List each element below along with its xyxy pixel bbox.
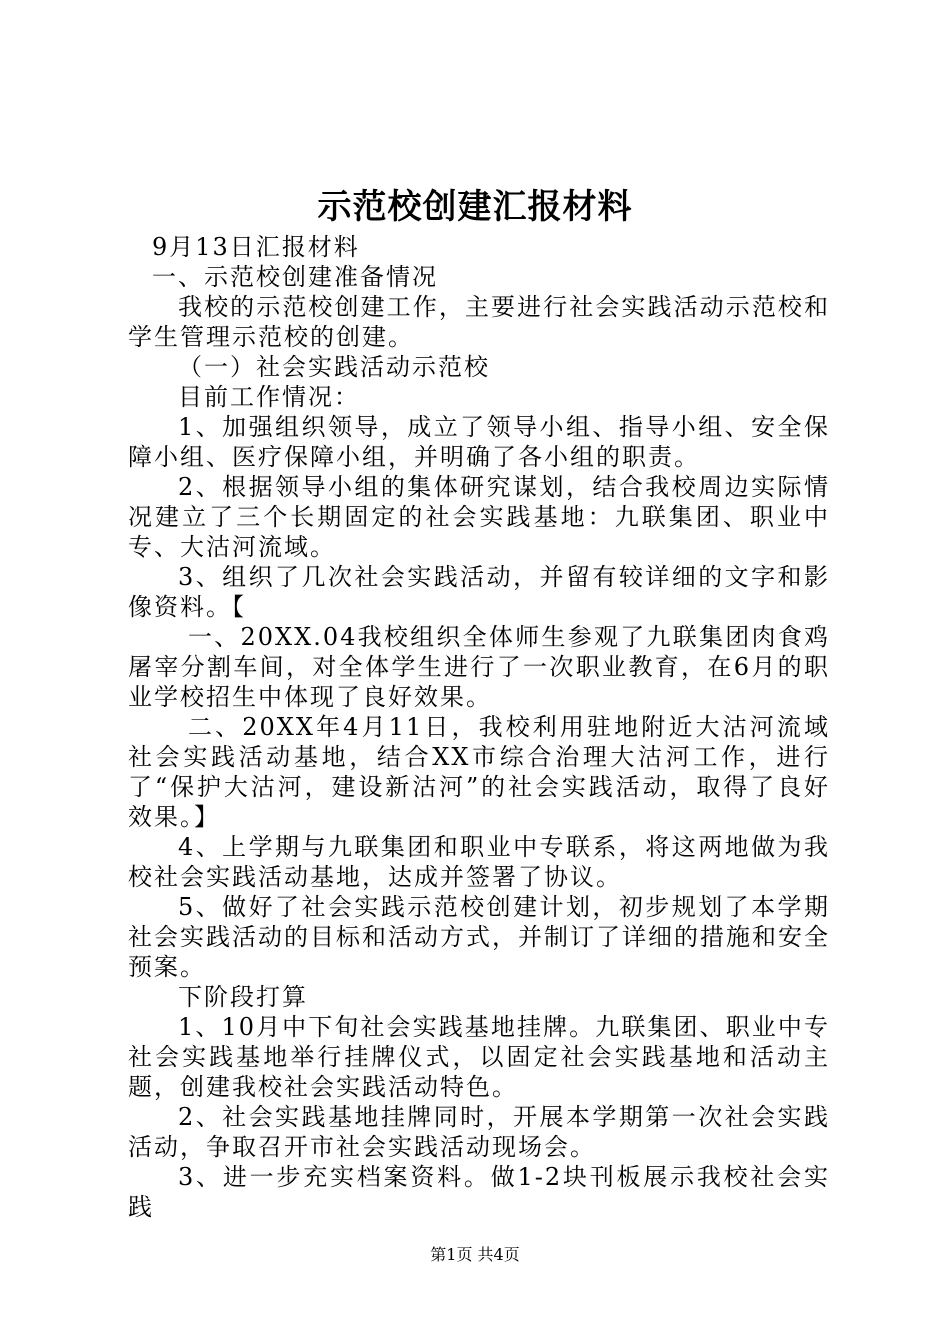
page-number: 第1页 共4页: [430, 1245, 520, 1264]
date-line: 9月13日汇报材料: [152, 233, 360, 261]
list-item: 1、加强组织领导，成立了领导小组、指导小组、安全保障小组、医疗保障小组，并明确了各小组的职责。: [128, 413, 830, 471]
subsection-heading: 下阶段打算: [178, 983, 308, 1011]
list-item: 5、做好了社会实践示范校创建计划，初步规划了本学期社会实践活动的目标和活动方式，并制订了详细的措施和安全预案。: [128, 893, 830, 981]
document-body: [128, 232, 830, 1222]
list-item: 一、20XX.04我校组织全体师生参观了九联集团肉食鸡屠宰分割车间，对全体学生进行了一次职业教育，在6月的职业学校招生中体现了良好效果。: [128, 623, 830, 711]
list-item: 1、10月中下旬社会实践基地挂牌。九联集团、职业中专社会实践基地举行挂牌仪式，以固定社会实践基地和活动主题，创建我校社会实践活动特色。: [128, 1013, 830, 1101]
list-item: 3、组织了几次社会实践活动，并留有较详细的文字和影像资料。【: [128, 563, 830, 621]
list-item: 二、20XX年4月11日，我校利用驻地附近大沽河流域社会实践活动基地，结合XX市综合治理大沽河工作，进行了“保护大沽河，建设新沽河”的社会实践活动，取得了良好效果。】: [128, 713, 830, 831]
section-heading: 一、示范校创建准备情况: [152, 263, 438, 291]
paragraph: 目前工作情况：: [178, 383, 360, 411]
paragraph: 我校的示范校创建工作，主要进行社会实践活动示范校和学生管理示范校的创建。: [128, 293, 830, 351]
document-title: 示范校创建汇报材料: [317, 187, 633, 227]
list-item: 3、进一步充实档案资料。做1-2块刊板展示我校社会实践: [128, 1163, 830, 1221]
list-item: 2、根据领导小组的集体研究谋划，结合我校周边实际情况建立了三个长期固定的社会实践基地：九联集团、职业中专、大沽河流域。: [128, 473, 830, 561]
subsection-heading: （一）社会实践活动示范校: [178, 353, 490, 381]
list-item: 4、上学期与九联集团和职业中专联系，将这两地做为我校社会实践活动基地，达成并签署了协议。: [128, 833, 830, 891]
list-item: 2、社会实践基地挂牌同时，开展本学期第一次社会实践活动，争取召开市社会实践活动现场会。: [128, 1103, 830, 1161]
